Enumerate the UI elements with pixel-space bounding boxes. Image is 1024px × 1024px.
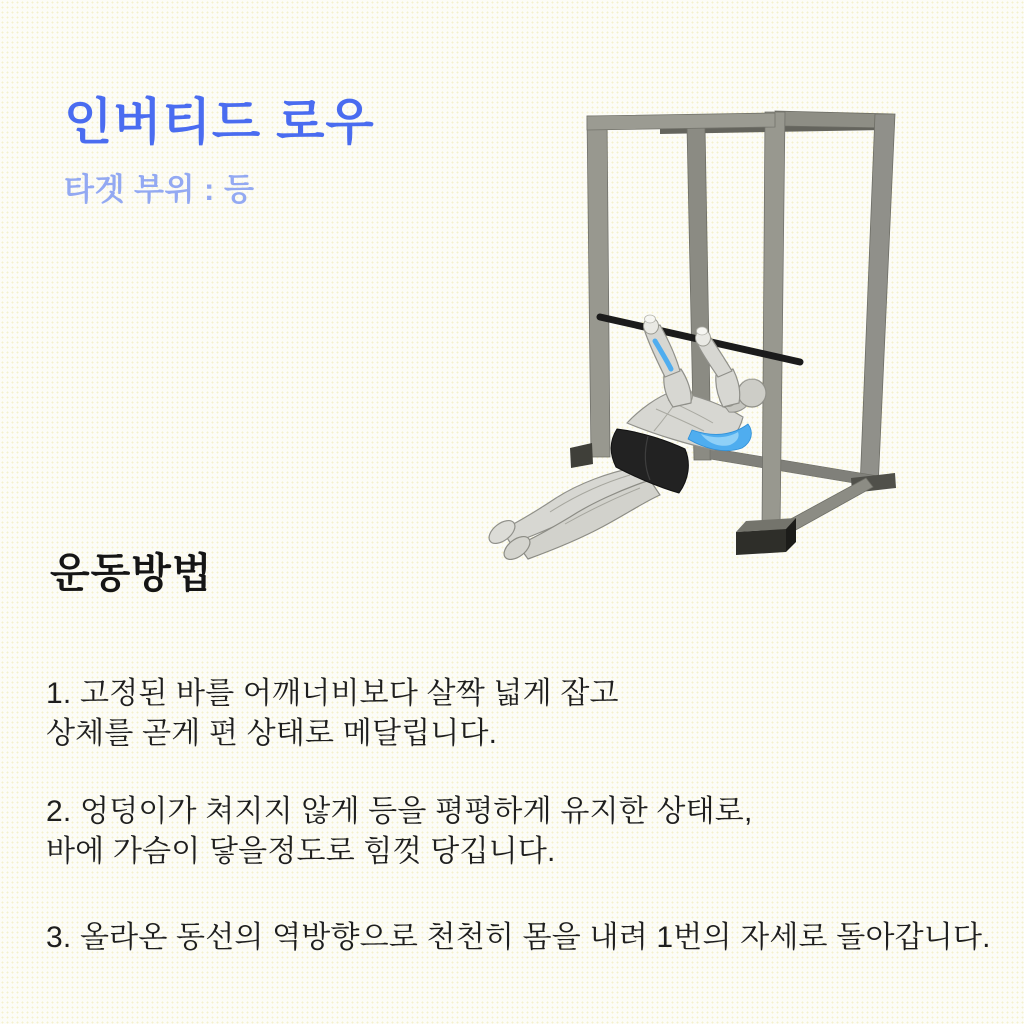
instruction-line: 상체를 곧게 편 상태로 메달립니다. <box>46 717 498 750</box>
instruction-line: 1. 고정된 바를 어깨너비보다 살짝 넓게 잡고 <box>46 677 619 710</box>
section-heading: 운동방법 <box>50 550 213 596</box>
inverted-row-illustration <box>480 80 1000 580</box>
instruction-step-2 <box>46 792 752 872</box>
target-area-label: 타겟 부위 : 등 <box>64 172 255 207</box>
instruction-line: 2. 엉덩이가 쳐지지 않게 등을 평평하게 유지한 상태로, <box>46 795 753 828</box>
rack-post-front-right <box>736 112 796 555</box>
rack-front-top-beam <box>587 113 775 130</box>
rack-post-rear-right <box>860 114 895 488</box>
rack-post-front-left <box>570 116 610 468</box>
exercise-title: 인버티드 로우 <box>64 94 375 150</box>
instruction-line: 3. 올라온 동선의 역방향으로 천천히 몸을 내려 1번의 자세로 돌아갑니다. <box>46 921 991 954</box>
exercise-figure <box>485 315 766 564</box>
figure-head <box>738 379 766 407</box>
instruction-step-1 <box>46 674 619 754</box>
instruction-step-3 <box>46 918 991 958</box>
instruction-line: 바에 가슴이 닿을정도로 힘껏 당깁니다. <box>46 835 556 868</box>
